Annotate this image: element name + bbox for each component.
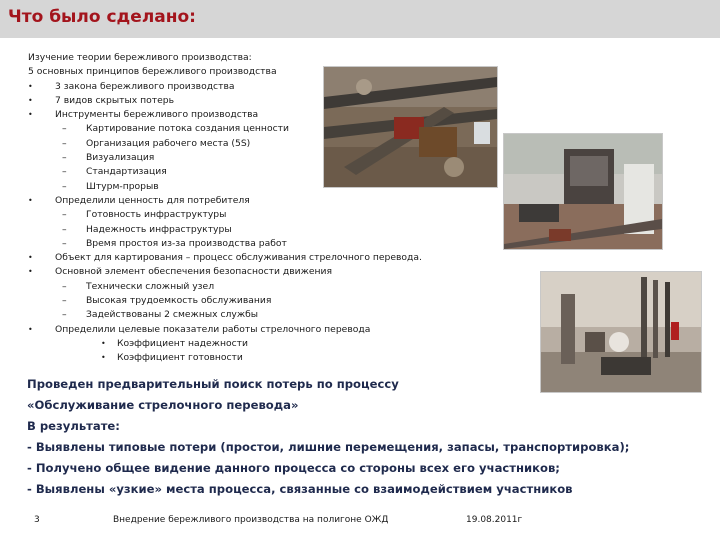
list-item-text: Организация рабочего места (5S) <box>86 137 251 149</box>
dash-marker: – <box>62 280 67 292</box>
dash-marker: – <box>62 180 67 192</box>
bullet-marker: • <box>28 253 33 263</box>
summary-line: - Получено общее видение данного процесса со стороны всех его участников; <box>27 461 560 475</box>
list-item-text: Картирование потока создания ценности <box>86 123 289 135</box>
list-item-text: 3 закона бережливого производства <box>55 80 235 92</box>
list-item <box>28 65 468 79</box>
dash-marker: – <box>62 223 67 235</box>
dash-marker: – <box>62 309 67 321</box>
list-item-text: 7 видов скрытых потерь <box>55 94 174 106</box>
dash-marker: – <box>62 152 67 164</box>
list-item <box>28 51 468 65</box>
list-item-text: Коэффициент надежности <box>117 337 248 349</box>
footer <box>0 509 720 540</box>
list-item-text: Высокая трудоемкость обслуживания <box>86 295 272 307</box>
list-item <box>28 80 468 94</box>
list-item <box>28 223 468 237</box>
list-item <box>28 194 468 208</box>
list-item <box>28 294 468 308</box>
tool-storage-photo <box>540 271 702 393</box>
list-item-text: Коэффициент готовности <box>117 352 243 364</box>
list-item-text: Определили ценность для потребителя <box>55 194 250 206</box>
list-item-text: Задействованы 2 смежных службы <box>86 309 259 321</box>
summary-line: «Обслуживание стрелочного перевода» <box>27 398 299 412</box>
dash-marker: – <box>62 123 67 135</box>
list-item <box>28 137 468 151</box>
bullet-marker: • <box>28 95 33 105</box>
page-number: 3 <box>34 515 40 525</box>
switch-mechanism-photo <box>503 133 663 250</box>
list-item <box>28 308 468 322</box>
list-item <box>28 265 468 279</box>
list-item <box>28 208 468 222</box>
footer-caption: Внедрение бережливого производства на полигоне ОЖД <box>113 515 389 525</box>
bullet-marker: • <box>28 267 33 277</box>
slide-title: Что было сделано: <box>8 7 196 27</box>
list-item <box>28 337 468 351</box>
dash-marker: – <box>62 137 67 149</box>
list-item-text: Готовность инфраструктуры <box>86 209 227 221</box>
list-item <box>28 351 468 365</box>
list-item <box>28 165 468 179</box>
list-item-text: Инструменты бережливого производства <box>55 109 259 121</box>
list-item <box>28 280 468 294</box>
bullet-marker: • <box>28 324 33 334</box>
title-bar <box>0 0 720 38</box>
list-item-text: Стандартизация <box>86 166 167 178</box>
bullet-marker: • <box>28 110 33 120</box>
list-item <box>28 251 468 265</box>
footer-date: 19.08.2011г <box>466 515 523 525</box>
list-item-text: Изучение теории бережливого производства: <box>28 52 252 63</box>
list-item <box>28 237 468 251</box>
dash-marker: – <box>62 166 67 178</box>
principles-list <box>28 51 468 366</box>
bullet-marker: • <box>28 81 33 91</box>
bullet-marker: • <box>101 338 106 348</box>
list-item <box>28 151 468 165</box>
list-item-text: Время простоя из-за производства работ <box>86 237 287 249</box>
list-item <box>28 94 468 108</box>
list-item-text: Штурм-прорыв <box>86 180 159 192</box>
summary-line: - Выявлены «узкие» места процесса, связанные со взаимодействием участников <box>27 482 573 496</box>
summary-line: В результате: <box>27 419 120 433</box>
list-item-text: Технически сложный узел <box>86 280 215 292</box>
list-item-text: 5 основных принципов бережливого производства <box>28 66 277 78</box>
dash-marker: – <box>62 237 67 249</box>
summary-line: Проведен предварительный поиск потерь по процессу <box>27 377 399 391</box>
summary-block <box>27 376 697 502</box>
list-item-text: Надежность инфраструктуры <box>86 223 232 235</box>
list-item-text: Визуализация <box>86 152 155 164</box>
dash-marker: – <box>62 295 67 307</box>
list-item <box>28 180 468 194</box>
bullet-marker: • <box>28 195 33 205</box>
list-item <box>28 122 468 136</box>
summary-line: - Выявлены типовые потери (простои, лишние перемещения, запасы, транспортировка); <box>27 440 630 454</box>
bullet-marker: • <box>101 353 106 363</box>
dash-marker: – <box>62 209 67 221</box>
list-item <box>28 108 468 122</box>
list-item <box>28 323 468 337</box>
list-item-text: Определили целевые показатели работы стрелочного перевода <box>55 323 371 335</box>
list-item-text: Объект для картирования – процесс обслуживания стрелочного перевода. <box>55 252 422 264</box>
list-item-text: Основной элемент обеспечения безопасности движения <box>55 266 333 278</box>
